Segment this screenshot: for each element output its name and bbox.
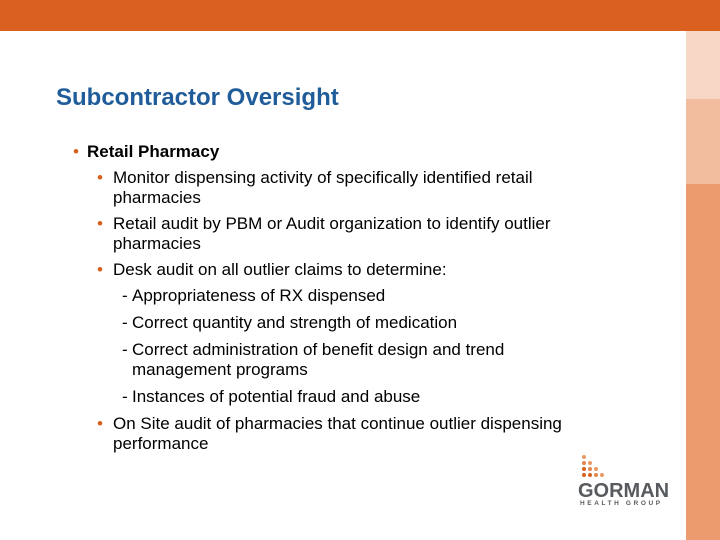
dash-subitem [122,313,593,333]
side-band-light [686,31,720,99]
dash-subitem-text: Instances of potential fraud and abuse [132,387,421,406]
slide-content [73,142,593,460]
dash-subitem [122,340,593,380]
bullet-icon: • [97,260,103,279]
bullet-heading-text: Retail Pharmacy [87,142,220,161]
dash-marker: - [122,387,128,406]
dash-subitem-text: Appropriateness of RX dispensed [132,286,386,305]
bullet-item [97,414,593,454]
bullet-item-text: Monitor dispensing activity of specifically identified retail pharmacies [113,168,533,207]
dash-subitem [122,286,593,306]
bullet-item-text: On Site audit of pharmacies that continue outlier dispensing performance [113,414,562,453]
dash-marker: - [122,340,128,359]
side-band-dark [686,184,720,540]
logo-tagline: HEALTH GROUP [580,500,663,507]
dash-subitem-text: Correct quantity and strength of medication [132,313,458,332]
bullet-item [97,214,593,254]
dot-grid-icon [580,454,610,482]
dash-marker: - [122,286,128,305]
gorman-logo [578,454,674,510]
bullet-item [97,260,593,280]
bullet-item-text: Retail audit by PBM or Audit organization to identify outlier pharmacies [113,214,551,253]
bullet-item-text: Desk audit on all outlier claims to determine: [113,260,447,279]
dash-marker: - [122,313,128,332]
bullet-icon: • [97,168,103,187]
bullet-icon: • [73,142,79,161]
bullet-icon: • [97,414,103,433]
bullet-item [97,168,593,208]
dash-subitem-text: Correct administration of benefit design and trend management programs [132,340,505,379]
side-band-mid [686,99,720,184]
logo-wordmark: GORMAN [578,480,670,502]
bullet-icon: • [97,214,103,233]
bullet-retail-pharmacy [73,142,593,162]
dash-subitem [122,387,593,407]
top-accent-bar [0,0,720,31]
slide-title: Subcontractor Oversight [56,84,339,111]
